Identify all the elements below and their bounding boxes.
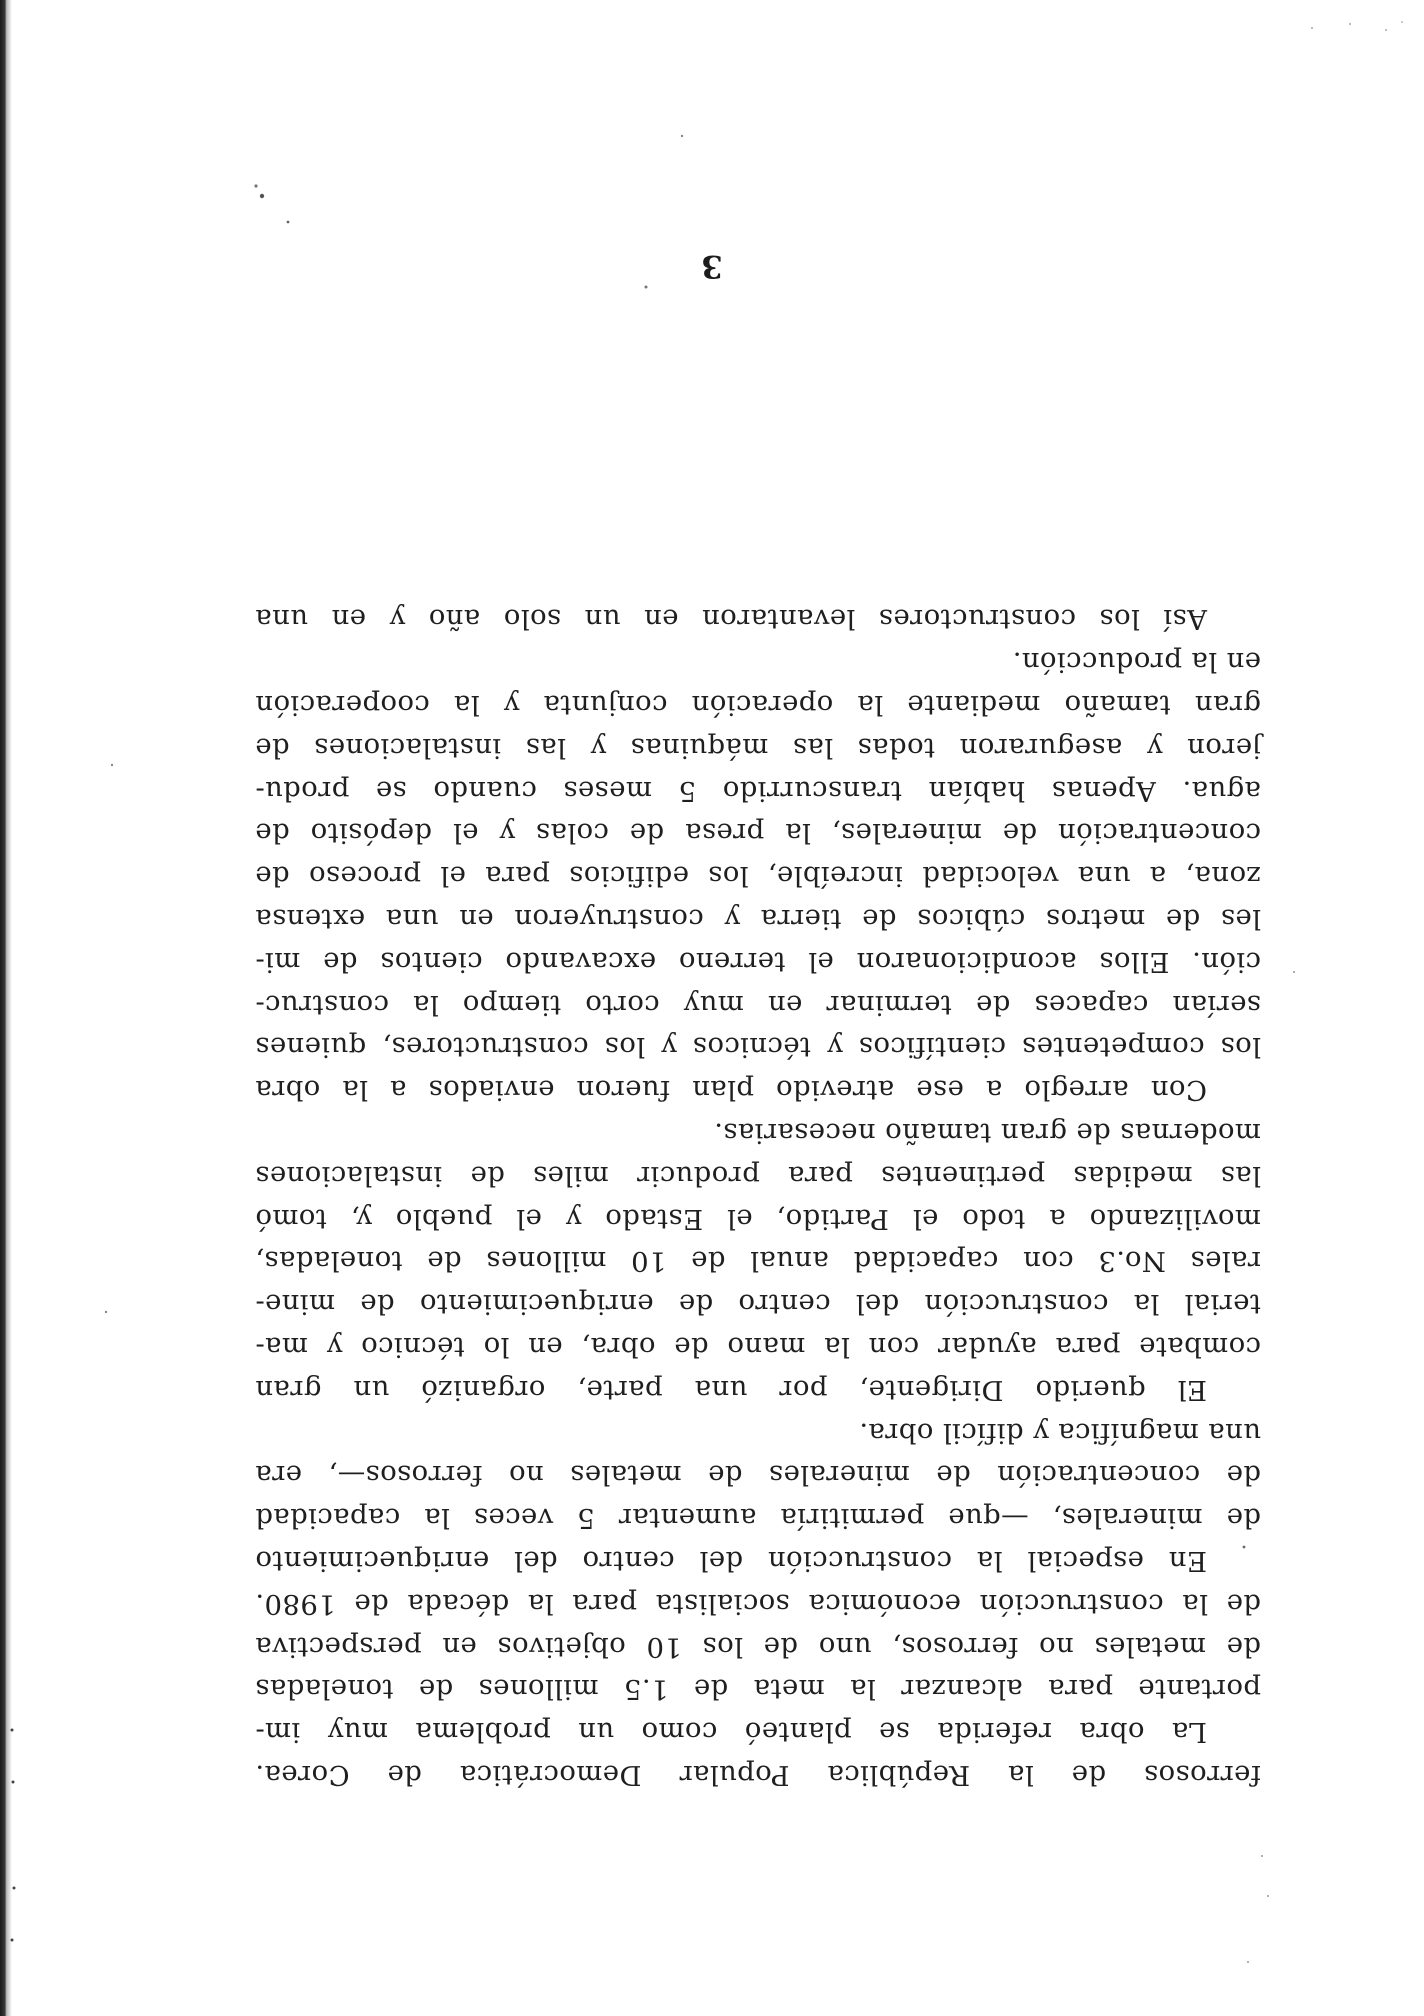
body-text — [255, 598, 1261, 1796]
text-line: una magnífica y difícil obra. — [858, 1416, 1261, 1449]
text-line: Con arreglo a ese atrevido plan fueron enviados a la obra — [255, 1074, 1207, 1107]
text-line: En especial la construcción del centro del enriquecimiento — [255, 1545, 1207, 1578]
text-line: las medidas pertinentes para producir miles de instalaciones — [255, 1159, 1261, 1192]
text-line: les de metros cúbicos de tierra y construyeron en una extensa — [255, 903, 1261, 936]
text-line: portante para alcanzar la meta de 1.5 millones de toneladas — [255, 1673, 1261, 1706]
text-line: zona, a una velocidad increíble, los edificios para el proceso de — [255, 860, 1261, 893]
text-line: de concentración de minerales de metales no ferrosos—, era — [255, 1459, 1261, 1492]
text-line: los competentes científicos y técnicos y los constructores, quienes — [255, 1031, 1261, 1064]
text-line: El querido Dirigente, por una parte, organizó un gran — [255, 1373, 1207, 1406]
page-number: 3 — [701, 248, 723, 284]
text-line: gran tamaño mediante la operación conjunta y la cooperación — [255, 689, 1261, 722]
text-line: Así los constructores levantaron en un solo año y en una — [255, 603, 1207, 636]
text-line: de la construcción económica socialista para la década de 1980. — [255, 1587, 1261, 1620]
text-line: ción. Ellos acondicionaron el terreno excavando cientos de mi- — [255, 945, 1261, 978]
text-line: jeron y aseguraron todas las máquinas y las instalaciones de — [255, 731, 1261, 764]
text-line: agua. Apenas habían transcurrido 5 meses cuando se produ- — [255, 774, 1261, 807]
text-line: de minerales, —que permitiría aumentar 5 veces la capacidad — [255, 1502, 1261, 1535]
text-line: de metales no ferrosos, uno de los 10 objetivos en perspectiva — [255, 1630, 1261, 1663]
text-line: ferrosos de la República Popular Democrática de Corea. — [255, 1759, 1261, 1791]
text-line: concentración de minerales, la presa de colas y el depósito de — [255, 817, 1261, 850]
text-line: combate para ayudar con la mano de obra, en lo técnico y ma- — [255, 1331, 1261, 1364]
text-line: movilizando a todo el Partido, el Estado y el pueblo y, tomó — [255, 1202, 1261, 1235]
text-line: serían capaces de terminar en muy corto tiempo la construc- — [255, 988, 1261, 1021]
text-line: rales No.3 con capacidad anual de 10 millones de toneladas, — [255, 1245, 1261, 1278]
text-line: terial la construcción del centro de enriquecimiento de mine- — [255, 1288, 1261, 1321]
text-line: en la producción. — [1012, 646, 1261, 679]
text-line: modernas de gran tamaño necesarias. — [713, 1117, 1261, 1150]
text-line: La obra referida se planteó como un problema muy im- — [255, 1716, 1207, 1749]
